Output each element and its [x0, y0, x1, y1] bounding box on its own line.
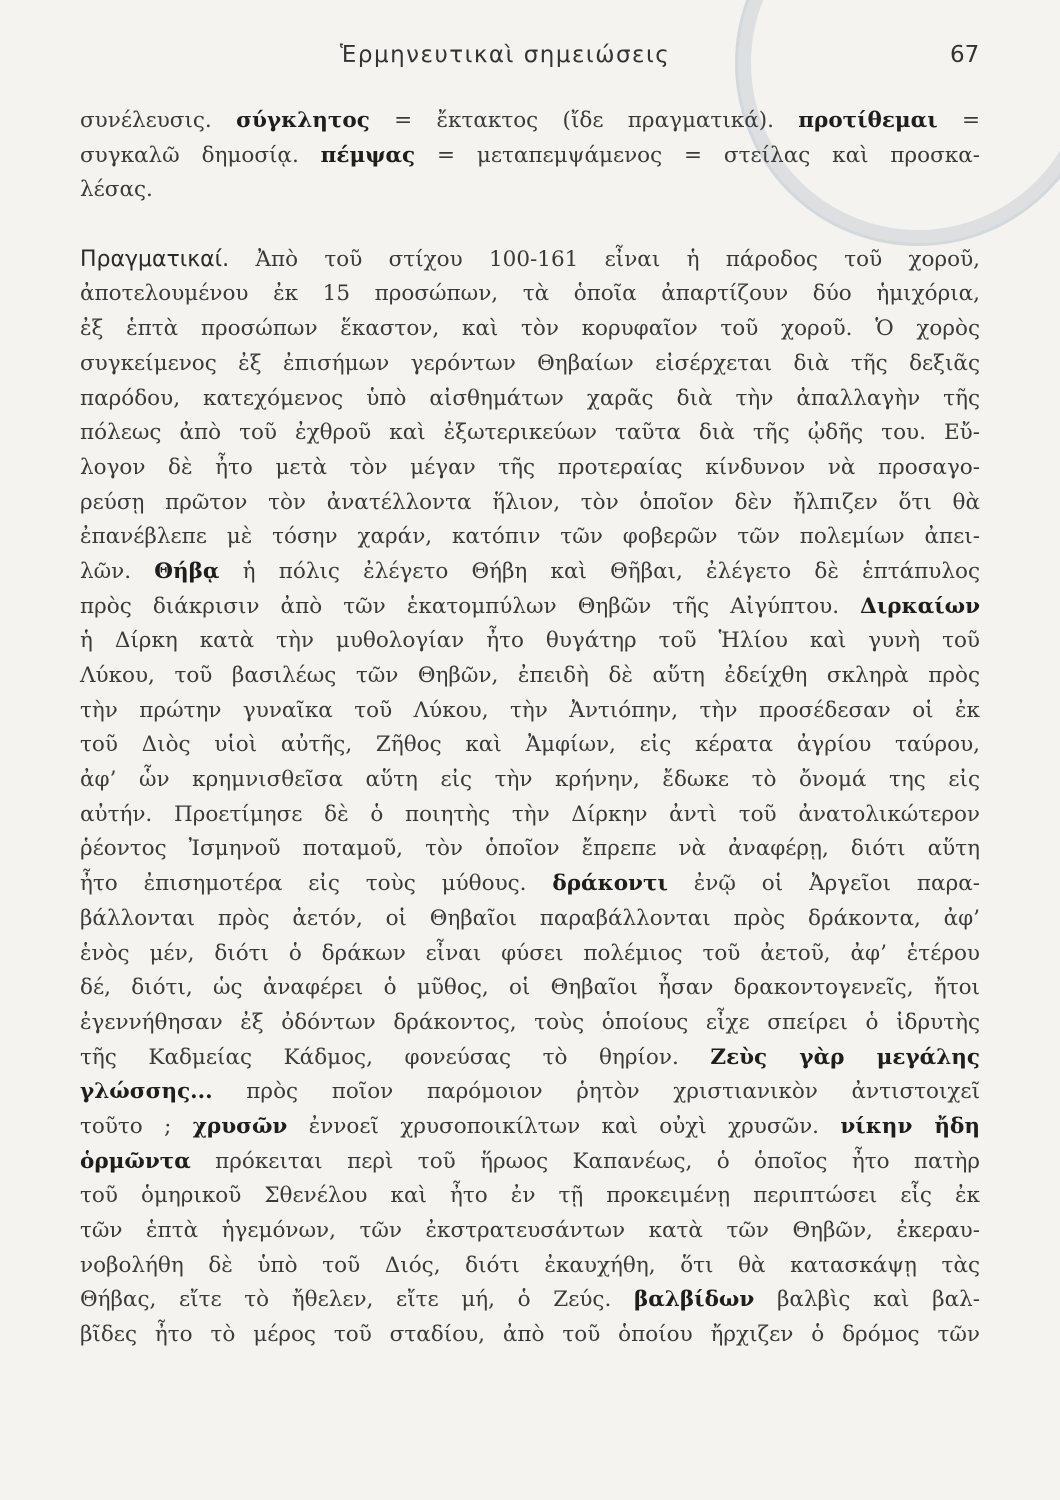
text-run: τοῦτο ; [80, 1113, 193, 1139]
text-line [80, 624, 980, 659]
text-run: λῶν. [80, 558, 155, 584]
text-run: λογον δὲ ἦτο μετὰ τὸν μέγαν τῆς προτεραίας κίνδυνον νὰ προσαγο- [80, 454, 980, 480]
text-run: πρὸς ποῖον παρόμοιον ῥητὸν χριστιανικὸν ἀντιστοιχεῖ [212, 1079, 980, 1105]
text-run: συγκείμενος ἐξ ἐπισήμων γερόντων Θηβαίων εἰσέρχεται διὰ τῆς δεξιᾶς [80, 350, 980, 376]
text-run: ἐνῷ οἱ Ἀργεῖοι παρα- [667, 871, 980, 897]
text-run: Θήβας, εἴτε τὸ ἤθελεν, εἴτε μή, ὁ Ζεύς. [80, 1287, 634, 1313]
text-line [80, 1110, 980, 1145]
lemma-term: Θήβᾳ [154, 558, 220, 584]
text-run: = ἔκτακτος (ἴδε πραγματικά). [369, 108, 799, 133]
text-line [80, 971, 980, 1006]
running-header [0, 38, 1060, 78]
text-run: Λύκου, τοῦ βασιλέως τῶν Θηβῶν, ἐπειδὴ δὲ αὕτη ἐδείχθη σκληρὰ πρὸς [80, 663, 980, 688]
text-run: ἐπανέβλεπε μὲ τόσην χαράν, κατόπιν τῶν φοβερῶν τῶν πολεμίων ἀπει- [80, 524, 980, 550]
text-run: τὴν πρώτην γυναῖκα τοῦ Λύκου, τὴν Ἀντιόπην, τὴν προσέδεσαν οἱ ἐκ [80, 697, 980, 723]
text-line [80, 277, 980, 312]
text-run: δέ, διότι, ὡς ἀναφέρει ὁ μῦθος, οἱ Θηβαῖοι ἦσαν δρακοντογενεῖς, ἤτοι [80, 975, 980, 1001]
text-line [80, 902, 980, 937]
text-run: βῖδες ἦτο τὸ μέρος τοῦ σταδίου, ἀπὸ τοῦ ὁποίου ἤρχιζεν ὁ δρόμος τῶν [80, 1322, 980, 1348]
text-line [80, 798, 980, 833]
text-run: τῶν ἑπτὰ ἡγεμόνων, τῶν ἐκστρατευσάντων κατὰ τῶν Θηβῶν, ἐκεραυ- [80, 1218, 980, 1243]
paragraph-gap [80, 208, 980, 243]
text-line [80, 1249, 980, 1284]
text-run: τοῦ ὁμηρικοῦ Σθενέλου καὶ ἦτο ἐν τῇ προκειμένῃ περιπτώσει εἷς ἐκ [80, 1183, 980, 1209]
text-run: βαλβὶς καὶ βαλ- [754, 1287, 980, 1313]
lemma-term: Ζεὺς γὰρ μεγάλης [710, 1044, 980, 1070]
text-line [80, 728, 980, 763]
text-line [80, 416, 980, 451]
text-run: ρεύσῃ πρῶτον τὸν ἀνατέλλοντα ἥλιον, τὸν ὁποῖον δὲν ἤλπιζεν ὅτι θὰ [80, 489, 980, 515]
text-run: = μεταπεμψάμενος = στείλας καὶ προσκα- [415, 142, 980, 168]
commentary-text [80, 104, 980, 1353]
text-run: πρὸς διάκρισιν ἀπὸ τῶν ἑκατομπύλων Θηβῶν τῆς Αἰγύπτου. [80, 593, 861, 619]
text-line [80, 763, 980, 798]
text-run: ἀποτελουμένου ἐκ 15 προσώπων, τὰ ὁποῖα ἀπαρτίζουν δύο ἡμιχόρια, [80, 281, 980, 307]
text-run: λέσας. [80, 177, 153, 203]
text-run: ἑνὸς μέν, διότι ὁ δράκων εἶναι φύσει πολέμιος τοῦ ἀετοῦ, ἀφ’ ἑτέρου [80, 940, 980, 966]
text-line [80, 694, 980, 729]
text-line [80, 104, 980, 139]
lemma-term: πέμψας [320, 142, 416, 168]
text-line [80, 1006, 980, 1041]
lemma-term: δράκοντι [552, 871, 668, 897]
lemma-term: σύγκλητος [236, 108, 370, 133]
lemma-term: βαλβίδων [633, 1287, 755, 1313]
text-run: ῥέοντος Ἰσμηνοῦ ποταμοῦ, τὸν ὁποῖον ἔπρεπε νὰ ἀναφέρῃ, διότι αὕτη [80, 836, 980, 862]
lemma-term: ὁρμῶντα [80, 1148, 191, 1174]
text-run: ἐξ ἑπτὰ προσώπων ἕκαστον, καὶ τὸν κορυφαῖον τοῦ χοροῦ. Ὁ χορὸς [80, 316, 980, 342]
lemma-term: Διρκαίων [860, 593, 980, 619]
text-run: πρόκειται περὶ τοῦ ἥρωος Καπανέως, ὁ ὁποῖος ἦτο πατὴρ [190, 1148, 980, 1174]
text-line [80, 173, 980, 208]
text-line [80, 486, 980, 521]
text-run: ἡ Δίρκη κατὰ τὴν μυθολογίαν ἦτο θυγάτηρ τοῦ Ἡλίου καὶ γυνὴ τοῦ [80, 628, 980, 654]
text-run: βάλλονται πρὸς ἀετόν, οἱ Θηβαῖοι παραβάλλονται πρὸς δράκοντα, ἀφ’ [80, 905, 980, 931]
text-line [80, 1214, 980, 1249]
text-line [80, 520, 980, 555]
text-line [80, 659, 980, 694]
text-line [80, 1179, 980, 1214]
lemma-term: γλώσσης... [80, 1079, 213, 1105]
text-run: αὐτήν. Προετίμησε δὲ ὁ ποιητὴς τὴν Δίρκην ἀντὶ τοῦ ἀνατολικώτερον [80, 801, 980, 827]
text-line [80, 1145, 980, 1180]
text-line [80, 937, 980, 972]
text-line [80, 590, 980, 625]
running-title: Ἑρμηνευτικαὶ σημειώσεις [340, 42, 671, 68]
lemma-term: προτίθεμαι [798, 108, 938, 133]
text-run: τοῦ Διὸς υἱοὶ αὐτῆς, Ζῆθος καὶ Ἀμφίων, εἰς κέρατα ἀγρίου ταύρου, [80, 732, 980, 758]
text-run: πόλεως ἀπὸ τοῦ ἐχθροῦ καὶ ἐξωτερικεύων ταῦτα διὰ τῆς ᾠδῆς του. Εὔ- [80, 420, 980, 446]
text-run: παρόδου, κατεχόμενος ὑπὸ αἰσθημάτων χαρᾶς διὰ τὴν ἀπαλλαγὴν τῆς [80, 385, 980, 411]
section-heading: Πραγματικαί. [80, 246, 230, 272]
text-line [80, 243, 980, 278]
text-line [80, 1318, 980, 1353]
text-line [80, 1283, 980, 1318]
text-line [80, 347, 980, 382]
text-line [80, 451, 980, 486]
text-line [80, 139, 980, 174]
text-line [80, 312, 980, 347]
text-line [80, 382, 980, 417]
text-run: ἦτο ἐπισημοτέρα εἰς τοὺς μύθους. [80, 871, 553, 897]
text-run: Ἀπὸ τοῦ στίχου 100-161 εἶναι ἡ πάροδος τοῦ χοροῦ, [229, 246, 980, 272]
text-line [80, 1075, 980, 1110]
text-run: ἐννοεῖ χρυσοποικίλτων καὶ οὐχὶ χρυσῶν. [287, 1113, 841, 1139]
text-run: τῆς Καδμείας Κάδμος, φονεύσας τὸ θηρίον. [80, 1044, 711, 1070]
text-run: ἐγεννήθησαν ἐξ ὀδόντων δράκοντος, τοὺς ὁποίους εἶχε σπείρει ὁ ἱδρυτὴς [80, 1009, 980, 1035]
text-run: νοβολήθη δὲ ὑπὸ τοῦ Διός, διότι ἐκαυχήθη, ὅτι θὰ κατασκάψῃ τὰς [80, 1252, 980, 1278]
lemma-term: χρυσῶν [192, 1113, 288, 1139]
text-line [80, 1041, 980, 1076]
lemma-term: νίκην ἤδη [840, 1113, 980, 1139]
page-number: 67 [950, 42, 980, 68]
text-line [80, 867, 980, 902]
text-run: ἡ πόλις ἐλέγετο Θήβη καὶ Θῆβαι, ἐλέγετο δὲ ἑπτάπυλος [219, 558, 980, 584]
text-run: συγκαλῶ δημοσίᾳ. [80, 142, 321, 168]
text-run: ἀφ’ ὧν κρημνισθεῖσα αὕτη εἰς τὴν κρήνην, ἔδωκε τὸ ὄνομά της εἰς [80, 767, 980, 793]
text-run: = [937, 108, 980, 133]
text-run: συνέλευσις. [80, 108, 237, 133]
text-line [80, 555, 980, 590]
text-line [80, 832, 980, 867]
